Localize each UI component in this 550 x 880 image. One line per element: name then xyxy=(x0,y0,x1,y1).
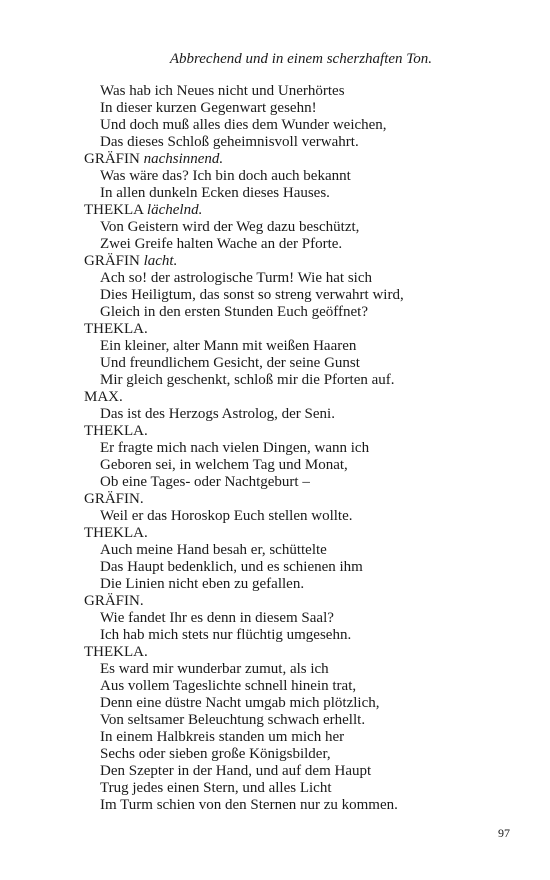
speaker-line xyxy=(84,389,530,406)
speaker-name: GRÄFIN. xyxy=(84,593,144,609)
verse-line: Von seltsamer Beleuchtung schwach erhellt. xyxy=(100,712,366,728)
verse-line: Trug jedes einen Stern, und alles Licht xyxy=(100,780,332,796)
verse-line: Ob eine Tages- oder Nachtgeburt – xyxy=(100,474,310,490)
speaker-line xyxy=(84,423,530,440)
speaker-name: MAX. xyxy=(84,389,123,405)
speaker-line xyxy=(84,491,530,508)
stage-direction-inline: lacht. xyxy=(143,253,178,269)
verse-line: In allen dunkeln Ecken dieses Hauses. xyxy=(100,185,330,201)
speaker-name: GRÄFIN xyxy=(84,151,140,167)
verse-line: Im Turm schien von den Sternen nur zu kommen. xyxy=(100,797,398,813)
verse-line: Geboren sei, in welchem Tag und Monat, xyxy=(100,457,348,473)
stage-direction-inline: lächelnd. xyxy=(146,202,203,218)
speaker-name: GRÄFIN xyxy=(84,253,140,269)
speaker-line xyxy=(84,202,530,219)
verse-line: Zwei Greife halten Wache an der Pforte. xyxy=(100,236,343,252)
verse-line: Er fragte mich nach vielen Dingen, wann ich xyxy=(100,440,370,456)
speaker-name: THEKLA xyxy=(84,202,144,218)
speaker-name: THEKLA. xyxy=(84,644,148,660)
speaker-line xyxy=(84,253,530,270)
verse-line: Weil er das Horoskop Euch stellen wollte. xyxy=(100,508,353,524)
speaker-line xyxy=(84,644,530,661)
verse-line: Wie fandet Ihr es denn in diesem Saal? xyxy=(100,610,334,626)
verse-line: Ein kleiner, alter Mann mit weißen Haaren xyxy=(100,338,357,354)
verse-line: In dieser kurzen Gegenwart gesehn! xyxy=(100,100,317,116)
verse-line: Was wäre das? Ich bin doch auch bekannt xyxy=(100,168,351,184)
speaker-line xyxy=(84,525,530,542)
verse-line: Ich hab mich stets nur flüchtig umgesehn. xyxy=(100,627,352,643)
verse-line: Auch meine Hand besah er, schüttelte xyxy=(100,542,327,558)
speaker-line xyxy=(84,151,530,168)
verse-line: Gleich in den ersten Stunden Euch geöffnet? xyxy=(100,304,368,320)
verse-line: Die Linien nicht eben zu gefallen. xyxy=(100,576,305,592)
verse-line: Und doch muß alles dies dem Wunder weichen, xyxy=(100,117,387,133)
verse-line: Es ward mir wunderbar zumut, als ich xyxy=(100,661,329,677)
verse-line: Von Geistern wird der Weg dazu beschützt, xyxy=(100,219,360,235)
speaker-name: THEKLA. xyxy=(84,423,148,439)
verse-line: Das ist des Herzogs Astrolog, der Seni. xyxy=(100,406,335,422)
stage-direction-inline: nachsinnend. xyxy=(143,151,224,167)
dialogue-text xyxy=(84,83,530,814)
verse-line: Dies Heiligtum, das sonst so streng verwahrt wird, xyxy=(100,287,404,303)
verse-line: Das dieses Schloß geheimnisvoll verwahrt. xyxy=(100,134,359,150)
speaker-line xyxy=(84,321,530,338)
verse-line: Denn eine düstre Nacht umgab mich plötzlich, xyxy=(100,695,380,711)
verse-line: Den Szepter in der Hand, und auf dem Haupt xyxy=(100,763,372,779)
verse-line: Ach so! der astrologische Turm! Wie hat sich xyxy=(100,270,372,286)
stage-direction: Abbrechend und in einem scherzhaften Ton. xyxy=(169,51,432,67)
page-number: 97 xyxy=(498,826,510,840)
verse-line: Aus vollem Tageslichte schnell hinein trat, xyxy=(100,678,357,694)
speaker-name: THEKLA. xyxy=(84,525,148,541)
verse-line: In einem Halbkreis standen um mich her xyxy=(100,729,345,745)
verse-line: Sechs oder sieben große Königsbilder, xyxy=(100,746,331,762)
speaker-name: THEKLA. xyxy=(84,321,148,337)
verse-line: Was hab ich Neues nicht und Unerhörtes xyxy=(100,83,345,99)
verse-line: Das Haupt bedenklich, und es schienen ihm xyxy=(100,559,363,575)
verse-line: Mir gleich geschenkt, schloß mir die Pforten auf. xyxy=(100,372,395,388)
speaker-line xyxy=(84,593,530,610)
speaker-name: GRÄFIN. xyxy=(84,491,144,507)
verse-line: Und freundlichem Gesicht, der seine Gunst xyxy=(100,355,360,371)
